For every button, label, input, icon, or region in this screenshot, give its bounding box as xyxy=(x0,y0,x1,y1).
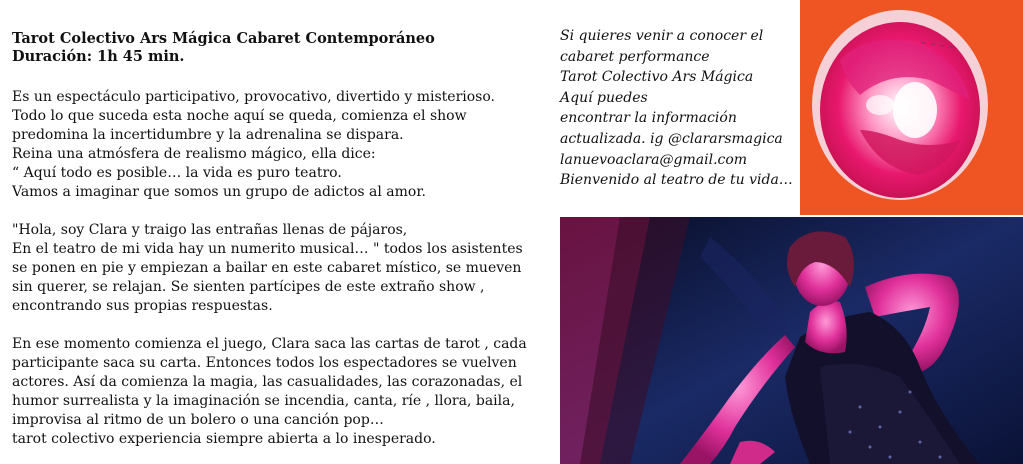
paragraph-clara xyxy=(12,221,552,316)
event-title: Tarot Colectivo Ars Mágica Cabaret Contemporáneo xyxy=(12,30,435,47)
text-line: En el teatro de mi vida hay un numerito musical… " todos los asistentes xyxy=(12,241,523,257)
text-line: tarot colectivo experiencia siempre abierta a lo inesperado. xyxy=(12,431,436,447)
text-line: “ Aquí todo es posible… la vida es puro teatro. xyxy=(12,165,342,181)
contact-line: Si quieres venir a conocer el xyxy=(560,28,764,44)
text-line: sin querer, se relajan. Se sienten partícipes de este extraño show , xyxy=(12,279,485,295)
text-line: se ponen en pie y empiezan a bailar en este cabaret místico, se mueven xyxy=(12,260,522,276)
text-line: Es un espectáculo participativo, provocativo, divertido y misterioso. xyxy=(12,89,495,105)
text-line: Vamos a imaginar que somos un grupo de adictos al amor. xyxy=(12,184,426,200)
text-line: predomina la incertidumbre y la adrenalina se dispara. xyxy=(12,127,404,143)
text-line: actores. Así da comienza la magia, las casualidades, las corazonadas, el xyxy=(12,374,523,390)
contact-info xyxy=(560,26,800,191)
event-description xyxy=(12,30,552,449)
performer-photo xyxy=(560,217,1023,464)
text-line: "Hola, soy Clara y traigo las entrañas llenas de pájaros, xyxy=(12,222,408,238)
contact-line: Tarot Colectivo Ars Mágica xyxy=(560,69,754,86)
text-line: Todo lo que suceda esta noche aquí se queda, comienza el show xyxy=(12,108,467,124)
watercolor-painting xyxy=(800,0,1023,215)
text-line: improvisa al ritmo de un bolero o una canción pop… xyxy=(12,412,384,428)
text-line: encontrando sus propias respuestas. xyxy=(12,298,273,314)
contact-line: cabaret performance xyxy=(560,48,710,65)
text-line: humor surrealista y la imaginación se incendia, canta, ríe , llora, baila, xyxy=(12,393,515,409)
instagram-handle[interactable]: actualizada. ig @clararsmagica xyxy=(560,130,783,147)
text-line: En ese momento comienza el juego, Clara saca las cartas de tarot , cada xyxy=(12,336,527,352)
paragraph-intro xyxy=(12,88,552,202)
text-line: participante saca su carta. Entonces todos los espectadores se vuelven xyxy=(12,355,517,371)
contact-line: Aquí puedes xyxy=(560,89,648,106)
svg-text:~ ~ ~ ~: ~ ~ ~ ~ xyxy=(919,38,956,52)
event-duration: Duración: 1h 45 min. xyxy=(12,48,185,65)
text-line: Reina una atmósfera de realismo mágico, ella dice: xyxy=(12,146,376,162)
paragraph-tarot xyxy=(12,335,552,449)
contact-line: Bienvenido al teatro de tu vida… xyxy=(560,172,793,189)
email-link[interactable]: lanuevoaclara@gmail.com xyxy=(560,151,748,168)
contact-line: encontrar la información xyxy=(560,110,737,127)
